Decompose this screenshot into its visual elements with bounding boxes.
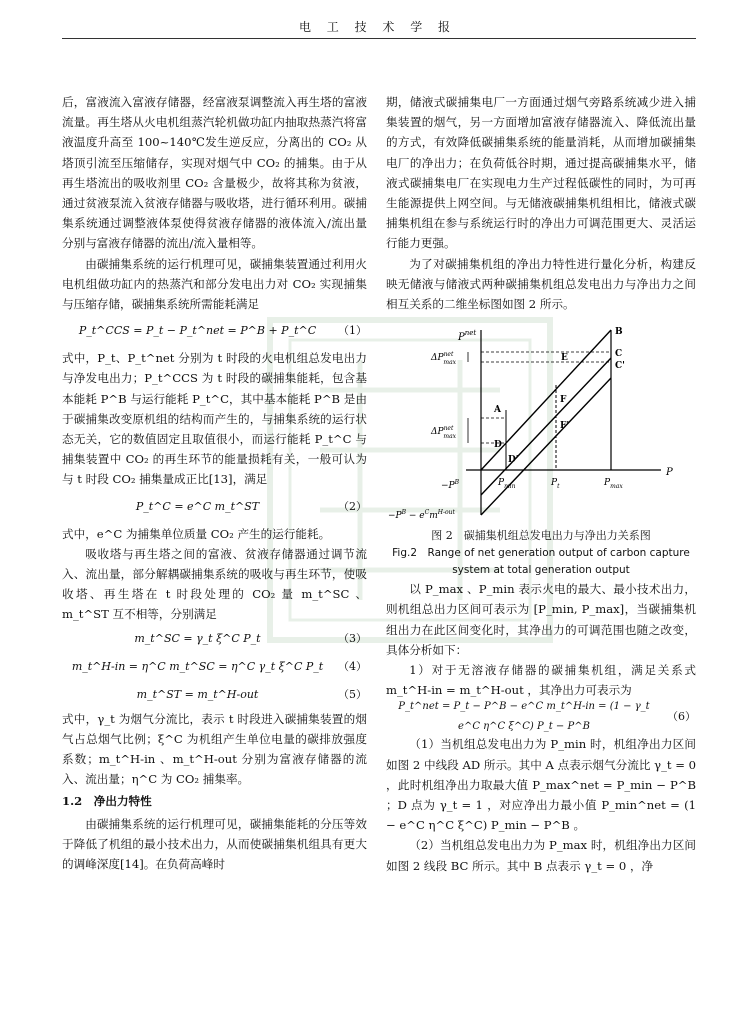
equation-6-number: （6） <box>667 710 696 724</box>
right-paragraph-5: （1）当机组总发电出力为 P_min 时，机组净出力区间如图 2 中线段 AD 所示。其中 A 点表示烟气分流比 γ_t = 0 ，此时机组净出力取最大值 P_max^net = P_min − P^B ；D 点为 γ_t = 1 ，对应净出力最小值 P_min^net = (1 − e^C η^C ξ^C) P_min − P^B 。 <box>386 737 696 833</box>
equation-2-expr: P_t^C = e^C m_t^ST <box>135 499 260 513</box>
right-paragraph-6: （2）当机组总发电出力为 P_max 时，机组净出力区间如图 2 线段 BC 所示。其中 B 点表示 γ_t = 0 ，净 <box>386 838 696 873</box>
point-D-prime: D' <box>508 455 519 466</box>
right-paragraph-2: 为了对碳捕集机组的净出力特性进行量化分析，构建反映无储液与储液式两种碳捕集机组总发电出力与净出力之间相互关系的二维坐标图如图 2 所示。 <box>386 256 696 312</box>
equation-5 <box>62 681 367 709</box>
figure-caption-cn: 图 2 碳捕集机组总发电出力与净出力关系图 <box>431 529 651 543</box>
y-axis-label: $P^{net}$ <box>458 329 477 344</box>
left-paragraph-3: 式中，P_t、P_t^net 分别为 t 时段的火电机组总发电出力与净发电出力；P_t^CCS 为 t 时段的碳捕集能耗，包含基本能耗 P^B 与运行能耗 P_t^C，其中基本能耗 P^B 是由于碳捕集改变原机组的结构而产生的，与捕集系统的运行状态无关，它的数值固定且取值很小，而运行能耗 P_t^C 与捕集装置中 CO₂ 的再生环节的能量损耗有关，一般可认为与 t 时段 CO₂ 捕集量成正比[13]，满足 <box>62 351 367 487</box>
right-paragraph-4: 1）对于无溶液存储器的碳捕集机组，满足关系式 m_t^H-in = m_t^H-out ，其净出力可表示为 <box>386 663 696 698</box>
left-paragraph-1: 后，富液流入富液存储器，经富液泵调整流入再生塔的富液流量。再生塔从火电机组蒸汽轮机做功缸内抽取热蒸汽将富液温度升高至 100~140℃发生逆反应，分离出的 CO₂ 从塔顶引流至压缩储存，实现对烟气中 CO₂ 的捕集。由于从再生塔流出的吸收剂里 CO₂ 含量极少，故将其称为贫液，通过贫液泵流入贫液存储器与吸收塔，进行循环利用。碳捕集系统通过调整液体泵使得贫液存储器的液体流入/流出量分别与富液存储器的流出/流入量相等。 <box>62 95 367 251</box>
left-column <box>62 92 367 874</box>
left-paragraph-7: 由碳捕集系统的运行机理可见，碳捕集能耗的分压等效于降低了机组的最小技术出力，从而使碳捕集机组具有更大的调峰深度[14]。在负荷高峰时 <box>62 816 367 872</box>
tick-neg-PB: $-P^B$ <box>441 479 460 492</box>
equation-1-expr: P_t^CCS = P_t − P_t^net = P^B + P_t^C <box>78 324 317 338</box>
figure-2 <box>386 320 696 525</box>
equation-2-number: （2） <box>338 499 367 513</box>
left-paragraph-6: 式中，γ_t 为烟气分流比，表示 t 时段进入碳捕集装置的烟气占总烟气比例；ξ^C 为机组产生单位电量的碳排放强度系数；m_t^H-in 、m_t^H-out 分别为富液存储器的流入、流出量；η^C 为 CO₂ 捕集率。 <box>62 711 367 787</box>
equation-4-expr: m_t^H-in = η^C m_t^SC = η^C γ_t ξ^C P_t <box>71 659 324 673</box>
equation-3-number: （3） <box>338 631 367 645</box>
delta-lower-label: $\Delta P^{net}$ max <box>431 425 457 441</box>
equation-3 <box>62 625 367 653</box>
equation-1-number: （1） <box>338 324 367 338</box>
tick-pmax: $P_{max}$ <box>604 478 623 491</box>
point-C: C <box>615 349 623 360</box>
point-D: D <box>494 440 502 451</box>
equation-4 <box>62 653 367 681</box>
right-paragraph-1: 期，储液式碳捕集电厂一方面通过烟气旁路系统减少进入捕集装置的烟气，另一方面增加富液存储器流入、降低流出量的方式，有效降低碳捕集系统的能量消耗，从而增加碳捕集电厂的净出力；在负荷低谷时期，通过提高碳捕集水平，储液式碳捕集电厂在实现电力生产过程低碳性的同时，为可再生能源提供上网空间。与无储液碳捕集机组相比，储液式碳捕集机组在参与系统运行时的净出力可调范围更大、灵活运行能力更强。 <box>386 95 696 251</box>
figure-caption-en-1: Fig.2 Range of net generation output of carbon capture <box>392 547 690 560</box>
tick-neg-PB-emax: $-P^B - e^Cm^{H-out}$ <box>388 509 455 522</box>
tick-pmin: $P_{min}$ <box>498 478 516 491</box>
point-E: E <box>561 353 568 364</box>
x-axis-label: P <box>666 467 673 479</box>
delta-upper-label: $\Delta P^{net}$ max <box>431 351 457 367</box>
journal-header: 电 工 技 术 学 报 <box>298 20 457 34</box>
left-paragraph-4: 式中，e^C 为捕集单位质量 CO₂ 产生的运行能耗。 <box>62 526 331 541</box>
equation-4-number: （4） <box>338 659 367 673</box>
right-column <box>386 92 696 876</box>
equation-5-expr: m_t^ST = m_t^H-out <box>136 687 259 701</box>
figure-2-diagram <box>386 320 696 525</box>
point-A: A <box>494 405 501 416</box>
section-heading-1-2: 1.2 净出力特性 <box>62 794 152 809</box>
figure-caption-en-2: system at total generation output <box>452 564 630 577</box>
equation-5-number: （5） <box>338 687 367 701</box>
equation-1 <box>62 314 367 348</box>
header-rule <box>62 38 696 39</box>
equation-6-expr: P_t^net = P_t − P^B − e^C m_t^H-in = (1 − γ_t e^C η^C ξ^C) P_t − P^B <box>398 701 650 733</box>
line-max-net <box>481 358 611 495</box>
point-F: F <box>560 395 567 406</box>
equation-6 <box>386 700 696 734</box>
right-paragraph-3: 以 P_max 、P_min 表示火电的最大、最小技术出力，则机组总出力区间可表示为 [P_min, P_max]，当碳捕集机组出力在此区间变化时，其净出力的可调范围也随之改变，具体分析如下： <box>386 582 696 657</box>
tick-pt: $P_t$ <box>551 478 560 491</box>
point-B: B <box>615 327 623 338</box>
left-paragraph-2: 由碳捕集系统的运行机理可见，碳捕集装置通过利用火电机组做功缸内的热蒸汽和部分发电出力对 CO₂ 实现捕集与压缩存储，碳捕集系统所需能耗满足 <box>62 256 367 312</box>
equation-2 <box>62 490 367 524</box>
equation-3-expr: m_t^SC = γ_t ξ^C P_t <box>134 631 261 645</box>
point-C-prime: C' <box>615 361 625 372</box>
point-F-prime: F' <box>560 421 570 432</box>
left-paragraph-5: 吸收塔与再生塔之间的富液、贫液存储器通过调节流入、流出量，部分解耦碳捕集系统的吸收与再生环节，使吸收塔、再生塔在 t 时段处理的 CO₂ 量 m_t^SC 、m_t^ST 互不相等，分别满足 <box>62 546 367 622</box>
